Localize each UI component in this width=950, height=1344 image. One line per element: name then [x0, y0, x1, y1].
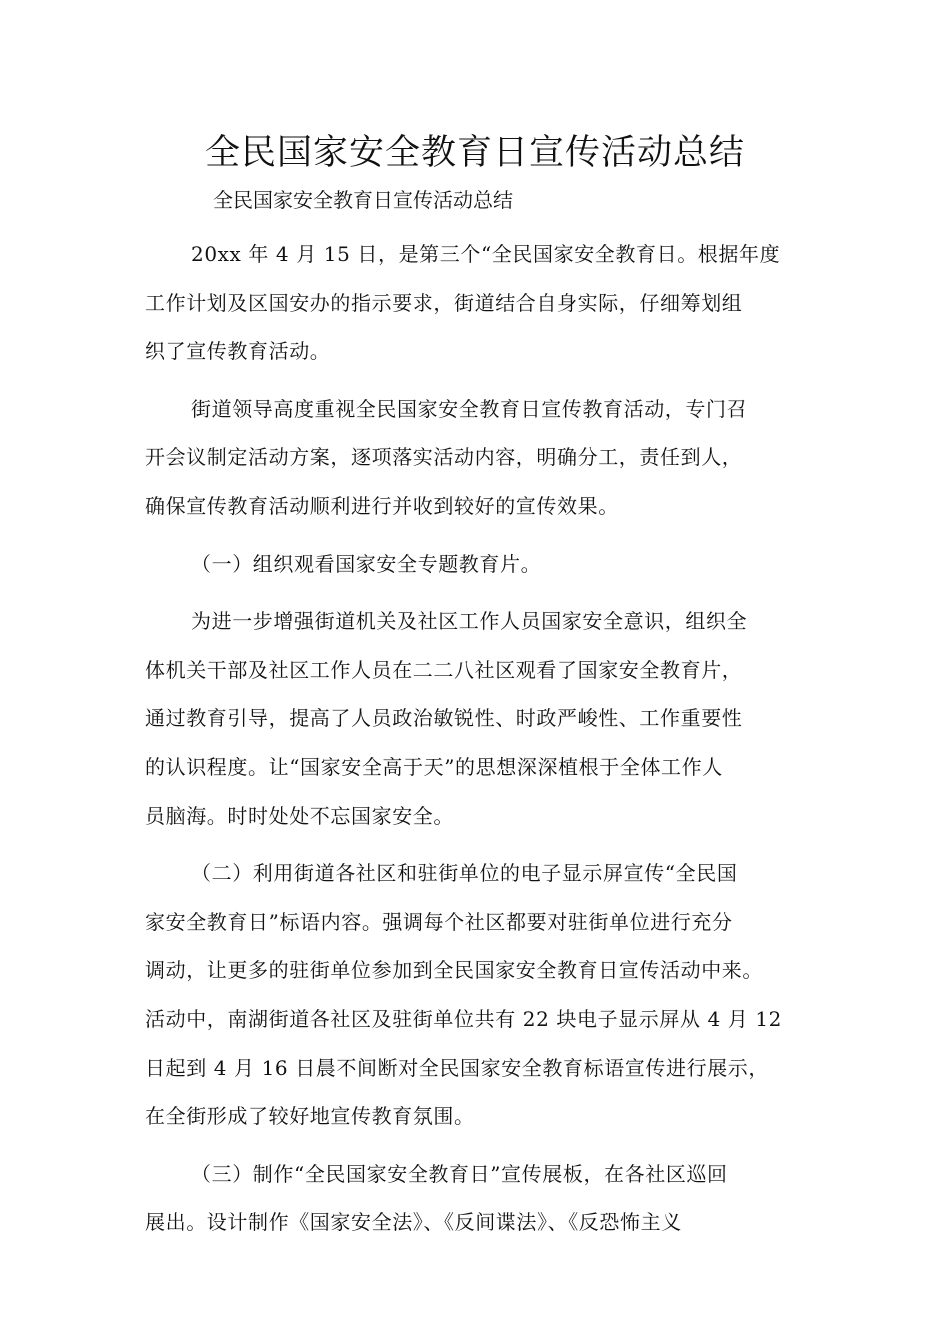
paragraph-line: 日起到 4 月 16 日晨不间断对全民国家安全教育标语宣传进行展示，: [145, 1055, 770, 1080]
paragraph-line: 员脑海。时时处处不忘国家安全。: [145, 803, 454, 828]
paragraph-line: 通过教育引导，提高了人员政治敏锐性、时政严峻性、工作重要性: [145, 706, 743, 731]
paragraph-line: 家安全教育日”标语内容。强调每个社区都要对驻街单位进行充分: [145, 909, 733, 934]
paragraph-line: 调动，让更多的驻街单位参加到全民国家安全教育日宣传活动中来。: [145, 958, 763, 983]
document-subtitle: 全民国家安全教育日宣传活动总结: [213, 188, 513, 212]
paragraph-5: [145, 1150, 825, 1247]
document-title: 全民国家安全教育日宣传活动总结: [204, 133, 745, 173]
section-heading-1: [145, 540, 825, 589]
paragraph-line: 街道领导高度重视全民国家安全教育日宣传教育活动，专门召: [191, 396, 748, 421]
paragraph-line: 活动中，南湖街道各社区及驻街单位共有 22 块电子显示屏从 4 月 12: [145, 1006, 783, 1031]
paragraph-4: [145, 849, 825, 1141]
paragraph-line: （二）利用街道各社区和驻街单位的电子显示屏宣传“全民国: [191, 861, 738, 886]
paragraph-line: 展出。设计制作《国家安全法》、《反间谍法》、《反恐怖主义: [145, 1210, 682, 1235]
paragraph-line: 体机关干部及社区工作人员在二二八社区观看了国家安全教育片，: [145, 657, 743, 682]
paragraph-line: 开会议制定活动方案，逐项落实活动内容，明确分工，责任到人，: [145, 445, 743, 470]
paragraph-3: [145, 597, 825, 840]
paragraph-line: 工作计划及区国安办的指示要求，街道结合自身实际，仔细筹划组: [145, 290, 743, 315]
paragraph-line: 织了宣传教育活动。: [145, 339, 331, 364]
paragraph-line: 确保宣传教育活动顺利进行并收到较好的宣传效果。: [145, 493, 619, 518]
paragraph-2: [145, 385, 825, 531]
document-body: [145, 230, 825, 1256]
section-heading-line: （一）组织观看国家安全专题教育片。: [191, 551, 542, 576]
paragraph-line: 在全街形成了较好地宣传教育氛围。: [145, 1104, 475, 1129]
paragraph-line: （三）制作“全民国家安全教育日”宣传展板，在各社区巡回: [191, 1161, 728, 1186]
paragraph-line: 为进一步增强街道机关及社区工作人员国家安全意识，组织全: [191, 609, 748, 634]
paragraph-line: 20xx 年 4 月 15 日，是第三个“全民国家安全教育日。根据年度: [191, 242, 781, 266]
paragraph-1: [145, 230, 825, 376]
paragraph-line: 的认识程度。让“国家安全高于天”的思想深深植根于全体工作人: [145, 754, 723, 779]
